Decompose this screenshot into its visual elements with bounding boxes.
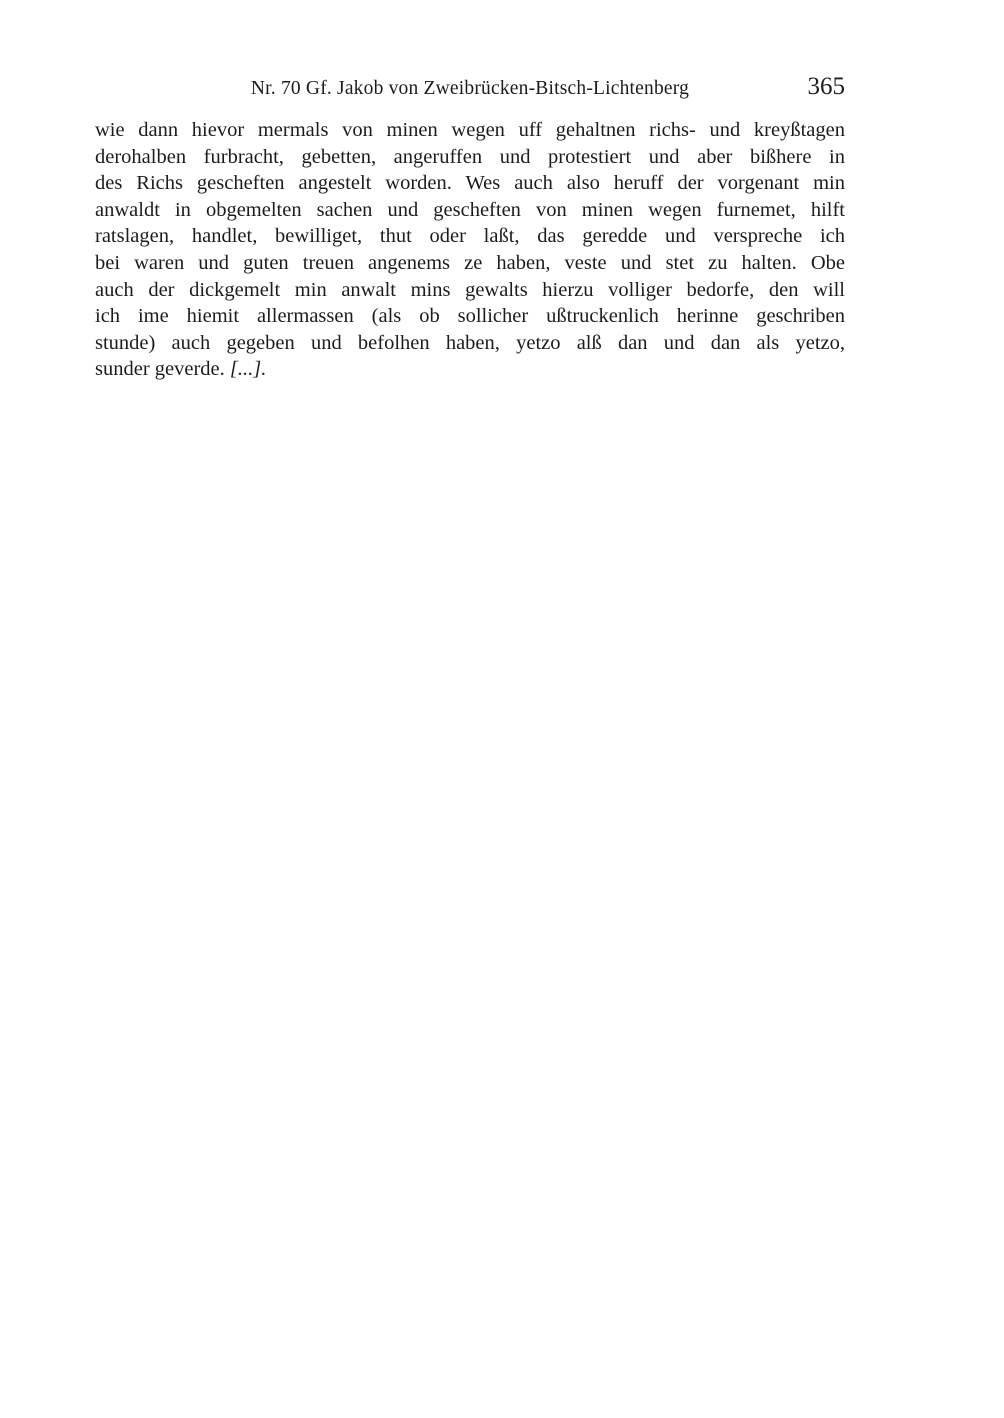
paragraph-line	[95, 223, 845, 250]
text-segment: anwaldt in obgemelten sachen und gescheften von minen wegen furnemet, hilft	[95, 198, 845, 221]
paragraph-line	[95, 277, 845, 304]
text-segment: ich ime hiemit allermassen (als ob sollicher ußtruckenlich herinne geschriben	[95, 305, 845, 328]
paragraph-line	[95, 197, 845, 224]
text-segment: derohalben furbracht, gebetten, angeruffen und protestiert und aber bißhere in	[95, 145, 845, 168]
paragraph-line	[95, 144, 845, 171]
text-segment: auch der dickgemelt min anwalt mins gewalts hierzu volliger bedorfe, den will	[95, 278, 845, 301]
text-segment: stunde) auch gegeben und befolhen haben, yetzo alß dan und dan als yetzo,	[95, 331, 845, 354]
paragraph-line	[95, 356, 845, 383]
omission-marker: [...].	[229, 358, 267, 381]
text-segment: ratslagen, handlet, bewilliget, thut oder laßt, das geredde und verspreche ich	[95, 225, 845, 248]
paragraph-line	[95, 250, 845, 277]
paragraph-line	[95, 170, 845, 197]
text-segment: bei waren und guten treuen angenems ze haben, veste und stet zu halten. Obe	[95, 251, 845, 274]
paragraph-line	[95, 303, 845, 330]
page-number: 365	[807, 73, 845, 100]
text-segment: des Richs gescheften angestelt worden. Wes auch also heruff der vorgenant min	[95, 172, 845, 195]
paragraph-line	[95, 117, 845, 144]
body-paragraph	[95, 117, 845, 383]
running-header: Nr. 70 Gf. Jakob von Zweibrücken-Bitsch-Lichtenberg	[250, 78, 690, 99]
text-segment: sunder geverde.	[95, 358, 230, 381]
paragraph-line	[95, 330, 845, 357]
text-segment: wie dann hievor mermals von minen wegen uff gehaltnen richs- und kreyßtagen	[95, 119, 845, 141]
